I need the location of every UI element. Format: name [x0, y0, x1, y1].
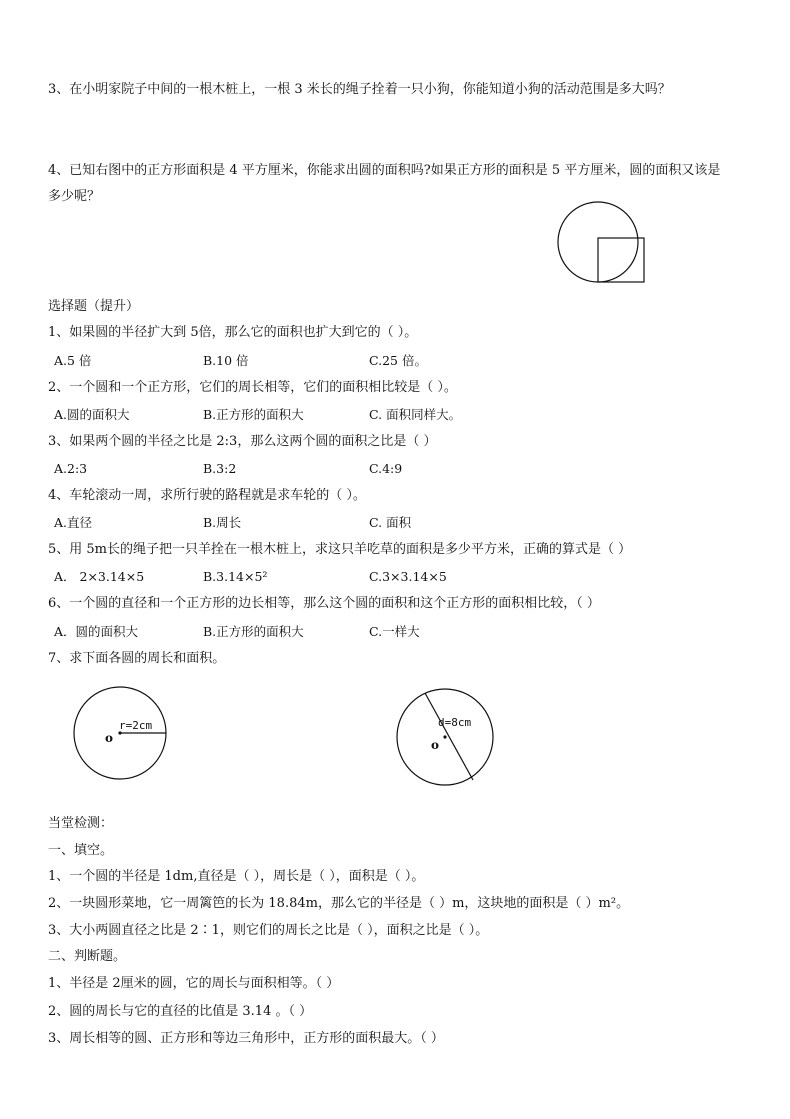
- judge-question-1: 1、半径是 2厘米的圆，它的周长与面积相等。（ ）: [48, 976, 340, 991]
- choice-6-option-b: B.正方形的面积大: [203, 624, 304, 639]
- judge-question-2: 2、圆的周长与它的直径的比值是 3.14 。（ ）: [48, 1004, 313, 1019]
- choice-4-option-c: C. 面积: [369, 515, 412, 530]
- problem-3: 3、在小明家院子中间的一根木桩上，一根 3 米长的绳子拴着一只小狗，你能知道小狗的活动范围是多大吗？: [48, 82, 671, 97]
- radius-label: r=2cm: [119, 719, 153, 732]
- circle-radius-figure: [72, 684, 172, 784]
- choice-question-6: 6、一个圆的直径和一个正方形的边长相等，那么这个圆的面积和这个正方形的面积相比较，（ ）: [48, 596, 600, 611]
- circle-diameter-figure: [396, 688, 496, 788]
- judge-heading: 二、判断题。: [48, 949, 127, 964]
- choice-question-4: 4、车轮滚动一周，求所行驶的路程就是求车轮的（ ）。: [48, 488, 366, 503]
- fill-question-3: 3、大小两圆直径之比是 2∶1，则它们的周长之比是（ ），面积之比是（ ）。: [48, 923, 489, 938]
- judge-question-3: 3、周长相等的圆、正方形和等边三角形中，正方形的面积最大。（ ）: [48, 1031, 444, 1046]
- choice-2-option-a: A.圆的面积大: [54, 407, 130, 422]
- choice-question-5: 5、用 5m长的绳子把一只羊拴在一根木桩上，求这只羊吃草的面积是多少平方米，正确的算式是（ ）: [48, 542, 632, 557]
- choice-1-option-c: C.25 倍。: [369, 353, 427, 368]
- choice-3-option-a: A.2:3: [54, 461, 88, 476]
- choice-2-option-c: C. 面积同样大。: [369, 407, 462, 422]
- problem-4-line1: 4、已知右图中的正方形面积是 4 平方厘米，你能求出圆的面积吗?如果正方形的面积是 5 平方厘米，圆的面积又该是: [48, 163, 721, 178]
- choice-question-2: 2、一个圆和一个正方形，它们的周长相等，它们的面积相比较是（ ）。: [48, 380, 457, 395]
- choice-3-option-b: B.3:2: [203, 461, 237, 476]
- choice-question-7: 7、求下面各圆的周长和面积。: [48, 651, 226, 666]
- problem-4-line2: 多少呢？: [48, 189, 101, 204]
- choice-4-option-a: A.直径: [54, 515, 93, 530]
- circle-square-figure: [556, 198, 656, 298]
- choice-1-option-b: B.10 倍: [203, 353, 249, 368]
- choice-1-option-a: A.5 倍: [54, 353, 92, 368]
- fill-heading: 一、填空。: [48, 843, 114, 858]
- choice-2-option-b: B.正方形的面积大: [203, 407, 304, 422]
- choice-3-option-c: C.4:9: [369, 461, 403, 476]
- choice-question-1: 1、如果圆的半径扩大到 5倍，那么它的面积也扩大到它的（ ）。: [48, 325, 418, 340]
- choice-4-option-b: B.周长: [203, 515, 242, 530]
- choice-question-3: 3、如果两个圆的半径之比是 2:3，那么这两个圆的面积之比是（ ）: [48, 434, 437, 449]
- choice-5-option-a: A． 2×3.14×5: [54, 569, 145, 584]
- fill-question-2: 2、一块圆形菜地，它一周篱笆的长为 18.84m，那么它的半径是（ ）m，这块地的面积是（ ）m²。: [48, 896, 630, 911]
- choice-6-option-c: C.一样大: [369, 624, 420, 639]
- choice-5-option-c: C.3×3.14×5: [369, 569, 447, 584]
- diameter-label: d=8cm: [438, 716, 472, 729]
- circle-2-center-label: o: [431, 738, 440, 752]
- choice-5-option-b: B.3.14×5²: [203, 569, 268, 584]
- choice-heading: 选择题（提升）: [48, 299, 140, 314]
- check-heading: 当堂检测：: [48, 816, 114, 831]
- circle-1-center-label: o: [105, 731, 114, 745]
- fill-question-1: 1、一个圆的半径是 1dm,直径是（ ），周长是（ ），面积是（ ）。: [48, 869, 425, 884]
- choice-6-option-a: A．圆的面积大: [54, 624, 139, 639]
